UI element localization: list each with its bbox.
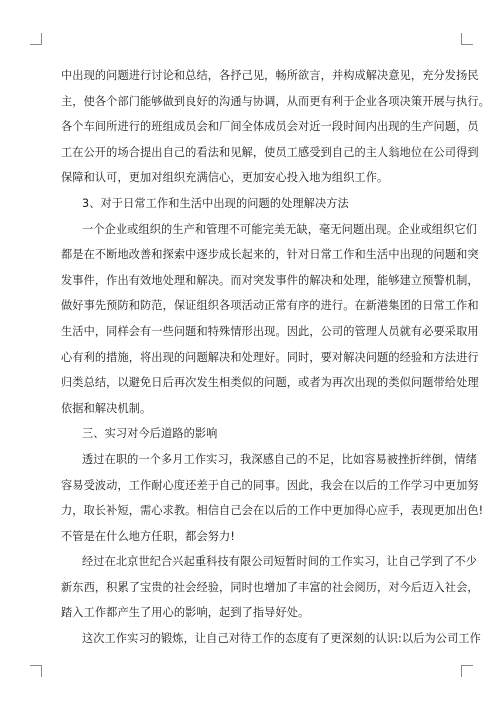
text-line: 生活中，同样会有一些问题和特殊情形出现。因此，公司的管理人员就有必要采取用 xyxy=(61,324,479,338)
crop-mark-bottom-right xyxy=(461,665,473,677)
text-line: 心有利的措施，将出现的问题解决和处理好。同时，要对解决问题的经验和方法进行 xyxy=(61,350,479,364)
text-line: 发事件，作出有效地处理和解决。而对突发事件的解决和处理，能够建立预警机制， xyxy=(61,273,479,287)
text-line: 都是在不断地改善和探索中逐步成长起来的，针对日常工作和生活中出现的问题和突 xyxy=(61,248,479,262)
text-line: 力，取长补短，需心求教。相信自己会在以后的工作中更加得心应手，表现更加出色! xyxy=(61,504,484,518)
text-line: 中出现的问题进行讨论和总结，各抒己见，畅所欲言，并构成解决意见，充分发扬民 xyxy=(61,69,479,82)
text-line: 做好事先预防和防范，保证组织各项活动正常有序的进行。在新港集团的日常工作和 xyxy=(61,299,479,313)
text-line: 保障和认可，更加对组织充满信心，更加安心投入地为组织工作。 xyxy=(61,171,389,185)
text-line: 工在公开的场合提出自己的看法和见解，使员工感受到自己的主人翁地位在公司得到 xyxy=(61,145,479,159)
crop-mark-top-left xyxy=(30,33,42,45)
text-line: 透过在职的一个多月工作实习，我深感自己的不足，比如容易被挫折绊倒，情绪 xyxy=(82,452,478,466)
text-line: 踏入工作都产生了用心的影响，起到了指导好处。 xyxy=(61,606,310,620)
text-line: 容易受波动，工作耐心度还差于自己的同事。因此，我会在以后的工作学习中更加努 xyxy=(61,478,479,492)
text-line: 归类总结，以避免日后再次发生相类似的问题，或者为再次出现的类似问题带给处理 xyxy=(61,376,479,390)
text-line: 这次工作实习的锻炼，让自己对待工作的态度有了更深刻的认识:以后为公司工作 xyxy=(82,632,481,646)
document-body xyxy=(61,63,490,652)
text-line: 经过在北京世纪合兴起重科技有限公司短暂时间的工作实习，让自己学到了不少 xyxy=(82,555,478,569)
text-line: 一个企业或组织的生产和管理不可能完美无缺，毫无问题出现。企业或组织它们 xyxy=(82,222,478,236)
text-line: 主，使各个部门能够做到良好的沟通与协调，从而更有利于企业各项决策开展与执行。 xyxy=(61,94,490,108)
text-line: 依据和解决机制。 xyxy=(61,401,152,415)
text-line: 不管是在什么地方任职，都会努力! xyxy=(61,529,235,543)
text-line: 新东西，积累了宝贵的社会经验，同时也增加了丰富的社会阅历，对今后迈入社会， xyxy=(61,580,479,594)
text-line: 三、实习对今后道路的影响 xyxy=(82,427,218,441)
crop-mark-top-right xyxy=(461,33,473,45)
crop-mark-bottom-left xyxy=(30,665,42,677)
text-line: 各个车间所进行的班组成员会和厂间全体成员会对近一段时间内出现的生产问题，员 xyxy=(61,120,479,134)
text-line: 3、对于日常工作和生活中出现的问题的处理解决方法 xyxy=(82,196,349,210)
